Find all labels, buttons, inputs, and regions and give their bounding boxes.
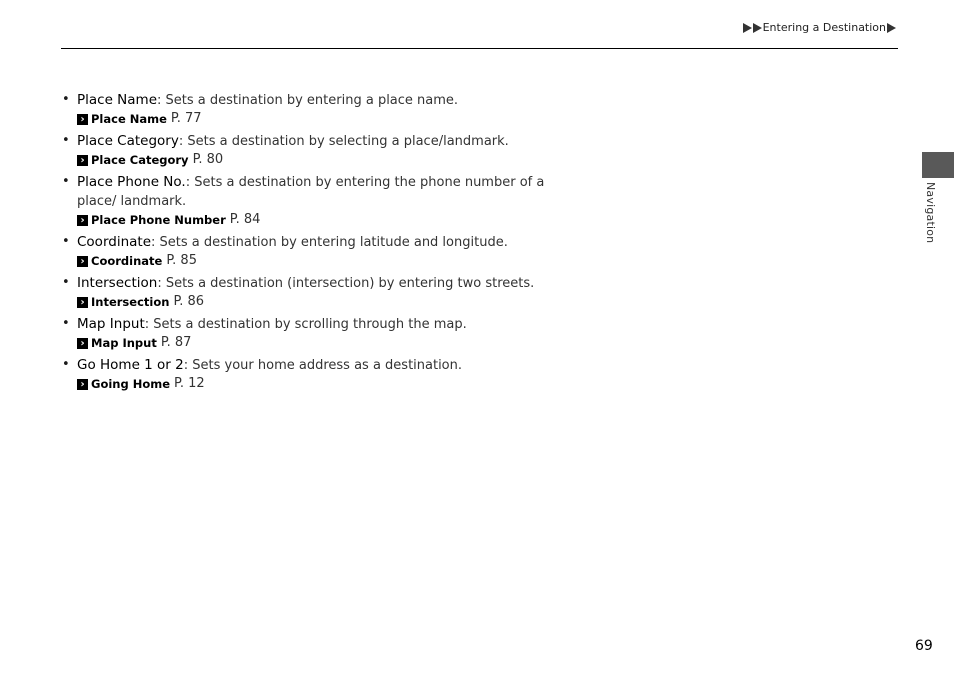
reference-page: P. 87 bbox=[160, 335, 192, 350]
reference-title: Going Home bbox=[91, 377, 171, 391]
bullet-icon: • bbox=[62, 133, 70, 148]
item-term: Map Input bbox=[77, 316, 145, 332]
breadcrumb-text: Entering a Destination bbox=[762, 21, 886, 34]
reference-title: Place Name bbox=[91, 112, 167, 126]
arrow-reference-icon: › bbox=[77, 215, 88, 226]
reference-page: P. 80 bbox=[192, 152, 224, 167]
reference-page: P. 86 bbox=[173, 294, 205, 309]
reference-title: Coordinate bbox=[91, 254, 163, 268]
header-divider bbox=[61, 48, 898, 49]
section-tab-label: Navigation bbox=[924, 182, 937, 244]
cross-reference-link[interactable] bbox=[77, 151, 582, 169]
list-item bbox=[62, 274, 582, 311]
arrow-reference-icon: › bbox=[77, 338, 88, 349]
triangle-arrow-icon bbox=[753, 23, 762, 33]
item-text bbox=[77, 356, 582, 375]
item-description: : Sets a destination by entering a place name. bbox=[157, 93, 459, 108]
item-text bbox=[77, 274, 582, 293]
page-number: 69 bbox=[915, 638, 933, 654]
cross-reference-link[interactable] bbox=[77, 211, 582, 229]
arrow-reference-icon: › bbox=[77, 114, 88, 125]
triangle-arrow-icon bbox=[743, 23, 752, 33]
destination-methods-list bbox=[62, 91, 582, 397]
bullet-icon: • bbox=[62, 234, 70, 249]
item-description: : Sets a destination (intersection) by entering two streets. bbox=[157, 276, 535, 291]
item-term: Place Category bbox=[77, 133, 179, 149]
arrow-reference-icon: › bbox=[77, 155, 88, 166]
bullet-icon: • bbox=[62, 275, 70, 290]
list-item bbox=[62, 315, 582, 352]
bullet-icon: • bbox=[62, 316, 70, 331]
reference-page: P. 77 bbox=[170, 111, 202, 126]
cross-reference-link[interactable] bbox=[77, 334, 582, 352]
reference-page: P. 85 bbox=[166, 253, 197, 268]
cross-reference-link[interactable] bbox=[77, 110, 582, 128]
arrow-reference-icon: › bbox=[77, 256, 88, 267]
item-term: Coordinate bbox=[77, 234, 152, 250]
reference-title: Place Phone Number bbox=[91, 213, 226, 227]
arrow-reference-icon: › bbox=[77, 297, 88, 308]
item-description: : Sets your home address as a destination. bbox=[183, 358, 463, 373]
item-term: Intersection bbox=[77, 275, 158, 291]
item-text bbox=[77, 315, 582, 334]
list-item bbox=[62, 173, 582, 229]
section-tab-marker bbox=[922, 152, 954, 178]
item-term: Place Name bbox=[77, 92, 158, 108]
item-description: : Sets a destination by selecting a place/landmark. bbox=[178, 134, 509, 149]
item-description: : Sets a destination by entering the phone number of a place/ landmark. bbox=[77, 175, 545, 209]
bullet-icon: • bbox=[62, 357, 70, 372]
item-text bbox=[77, 233, 582, 252]
item-description: : Sets a destination by entering latitude and longitude. bbox=[151, 235, 508, 250]
list-item bbox=[62, 91, 582, 128]
list-item bbox=[62, 132, 582, 169]
bullet-icon: • bbox=[62, 92, 70, 107]
reference-page: P. 84 bbox=[229, 212, 261, 227]
triangle-arrow-icon bbox=[887, 23, 896, 33]
item-term: Place Phone No. bbox=[77, 174, 186, 190]
item-text bbox=[77, 91, 582, 110]
reference-title: Place Category bbox=[91, 153, 189, 167]
list-item bbox=[62, 356, 582, 393]
breadcrumb bbox=[743, 21, 896, 34]
item-term: Go Home 1 or 2 bbox=[77, 357, 184, 373]
cross-reference-link[interactable] bbox=[77, 375, 582, 393]
reference-page: P. 12 bbox=[174, 376, 205, 391]
item-text bbox=[77, 132, 582, 151]
list-item bbox=[62, 233, 582, 270]
reference-title: Intersection bbox=[91, 295, 170, 309]
arrow-reference-icon: › bbox=[77, 379, 88, 390]
bullet-icon: • bbox=[62, 174, 70, 189]
reference-title: Map Input bbox=[91, 336, 157, 350]
item-text bbox=[77, 173, 577, 211]
cross-reference-link[interactable] bbox=[77, 252, 582, 270]
item-description: : Sets a destination by scrolling through the map. bbox=[144, 317, 467, 332]
cross-reference-link[interactable] bbox=[77, 293, 582, 311]
